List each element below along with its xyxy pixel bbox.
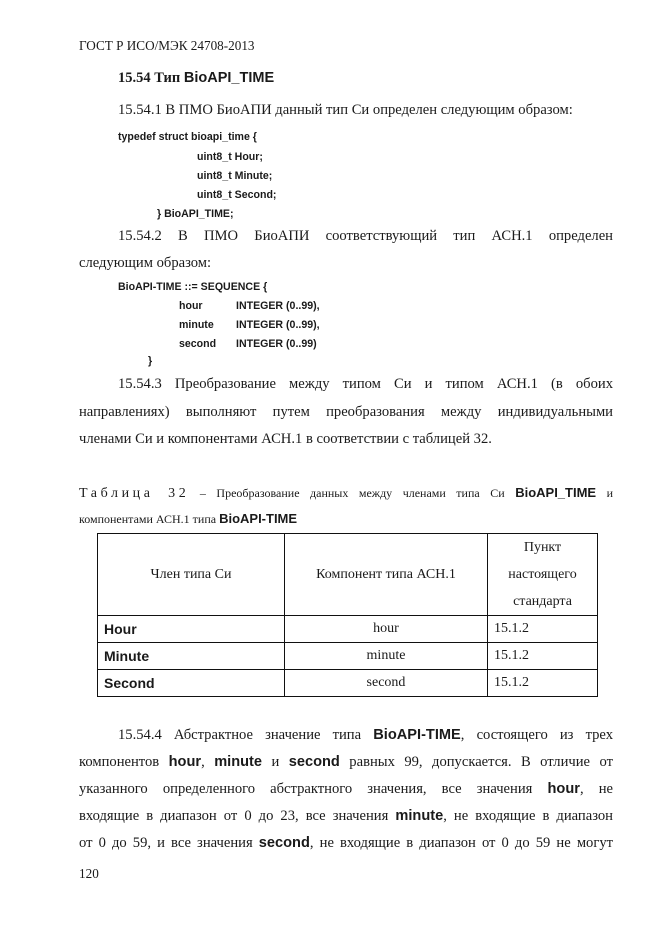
table-header-cell: Член типа Си — [98, 534, 285, 616]
table-caption-text: компонентами АСН.1 типа — [79, 512, 217, 526]
asn-code-line: BioAPI-TIME ::= SEQUENCE { — [118, 281, 268, 293]
paragraph-15-54-3-line: 15.54.3 Преобразование между типом Си и типом АСН.1 (в обоих — [118, 376, 613, 392]
paragraph-15-54-4-line — [118, 727, 613, 744]
table-cell-member: Second — [98, 670, 285, 697]
paragraph-text: , не — [579, 781, 613, 797]
paragraph-text: и — [271, 754, 280, 770]
paragraph-text: , не входящие в диапазон от 0 до 59 не могут — [309, 835, 614, 851]
paragraph-15-54-2-line: следующим образом: — [79, 255, 212, 271]
c-code-line: uint8_t Minute; — [197, 170, 273, 182]
section-number: 15.54 Тип — [118, 70, 181, 86]
paragraph-keyword: second — [288, 754, 340, 770]
table-header-cell: Компонент типа АСН.1 — [285, 534, 488, 616]
c-code-line: } BioAPI_TIME; — [157, 208, 234, 220]
table-cell-member: Hour — [98, 616, 285, 643]
paragraph-text: , не входящие в диапазон — [443, 808, 613, 824]
table-cell-member: Minute — [98, 643, 285, 670]
section-type-name: BioAPI_TIME — [183, 70, 275, 86]
table-caption-type: BioAPI_TIME — [515, 485, 597, 500]
paragraph-text: указанного определенного абстрактного значения, все значения — [79, 781, 533, 797]
paragraph-15-54-4-line — [79, 808, 613, 825]
paragraph-15-54-3-line: направлениях) выполняют путем преобразования между индивидуальными — [79, 404, 613, 420]
paragraph-text: входящие в диапазон от 0 до 23, все значения — [79, 808, 389, 824]
c-code-line: uint8_t Hour; — [197, 151, 263, 163]
table-cell-clause: 15.1.2 — [488, 616, 598, 643]
table-caption-line1 — [79, 485, 613, 502]
table-cell-clause: 15.1.2 — [488, 670, 598, 697]
c-code-line: typedef struct bioapi_time { — [118, 131, 257, 143]
paragraph-keyword: minute — [395, 808, 444, 824]
table-caption-dash: – — [199, 486, 206, 500]
document-header: ГОСТ Р ИСО/МЭК 24708-2013 — [79, 38, 255, 53]
paragraph-keyword: hour — [168, 754, 202, 770]
table-row — [98, 643, 598, 670]
paragraph-15-54-4-line — [79, 754, 613, 771]
paragraph-15-54-4-line — [79, 835, 613, 852]
table-header-text: настоящего — [508, 567, 577, 582]
asn-field-type: INTEGER (0..99), — [236, 319, 320, 331]
table-header-text: Пункт — [523, 540, 562, 555]
page-number: 120 — [79, 866, 99, 881]
table-caption-text: Преобразование данных между членами типа Си — [216, 486, 505, 500]
table-cell-component: minute — [285, 643, 488, 670]
table-caption-and: и — [606, 486, 614, 500]
table-caption-line2 — [79, 511, 297, 527]
paragraph-15-54-3-line: членами Си и компонентами АСН.1 в соответствии с таблицей 32. — [79, 431, 492, 447]
table-cell-clause: 15.1.2 — [488, 643, 598, 670]
paragraph-text: , состоящего из трех — [460, 727, 613, 743]
table-row — [98, 670, 598, 697]
asn-code-close: } — [148, 355, 153, 367]
paragraph-text: от 0 до 59, и все значения — [79, 835, 253, 851]
paragraph-text: , — [201, 754, 205, 770]
table-cell-component: hour — [285, 616, 488, 643]
table-32 — [97, 533, 598, 697]
table-caption-label: Таблица 32 — [79, 486, 190, 501]
paragraph-keyword: minute — [214, 754, 263, 770]
asn-field-type: INTEGER (0..99) — [236, 338, 317, 350]
table-caption-type: BioAPI-TIME — [219, 511, 298, 526]
paragraph-15-54-2-line: 15.54.2 В ПМО БиоАПИ соответствующий тип АСН.1 определен — [118, 228, 613, 244]
paragraph-text: 15.54.4 Абстрактное значение типа — [118, 727, 362, 743]
table-row — [98, 616, 598, 643]
asn-field-type: INTEGER (0..99), — [236, 300, 320, 312]
paragraph-15-54-4-line — [79, 781, 613, 798]
c-code-line: uint8_t Second; — [197, 189, 277, 201]
paragraph-text: равных 99, допускается. В отличие от — [349, 754, 613, 770]
section-heading — [118, 70, 274, 87]
asn-field-name: hour — [179, 300, 203, 312]
table-cell-component: second — [285, 670, 488, 697]
table-header-text: стандарта — [513, 594, 572, 609]
paragraph-keyword: hour — [547, 781, 580, 797]
paragraph-15-54-1: 15.54.1 В ПМО БиоАПИ данный тип Си определен следующим образом: — [118, 102, 573, 118]
paragraph-text: компонентов — [79, 754, 160, 770]
paragraph-type-name: BioAPI-TIME — [373, 727, 461, 743]
table-header-row — [98, 534, 598, 616]
asn-field-name: second — [179, 338, 217, 350]
paragraph-keyword: second — [258, 835, 310, 851]
asn-field-name: minute — [179, 319, 214, 331]
table-header-cell — [488, 534, 598, 616]
